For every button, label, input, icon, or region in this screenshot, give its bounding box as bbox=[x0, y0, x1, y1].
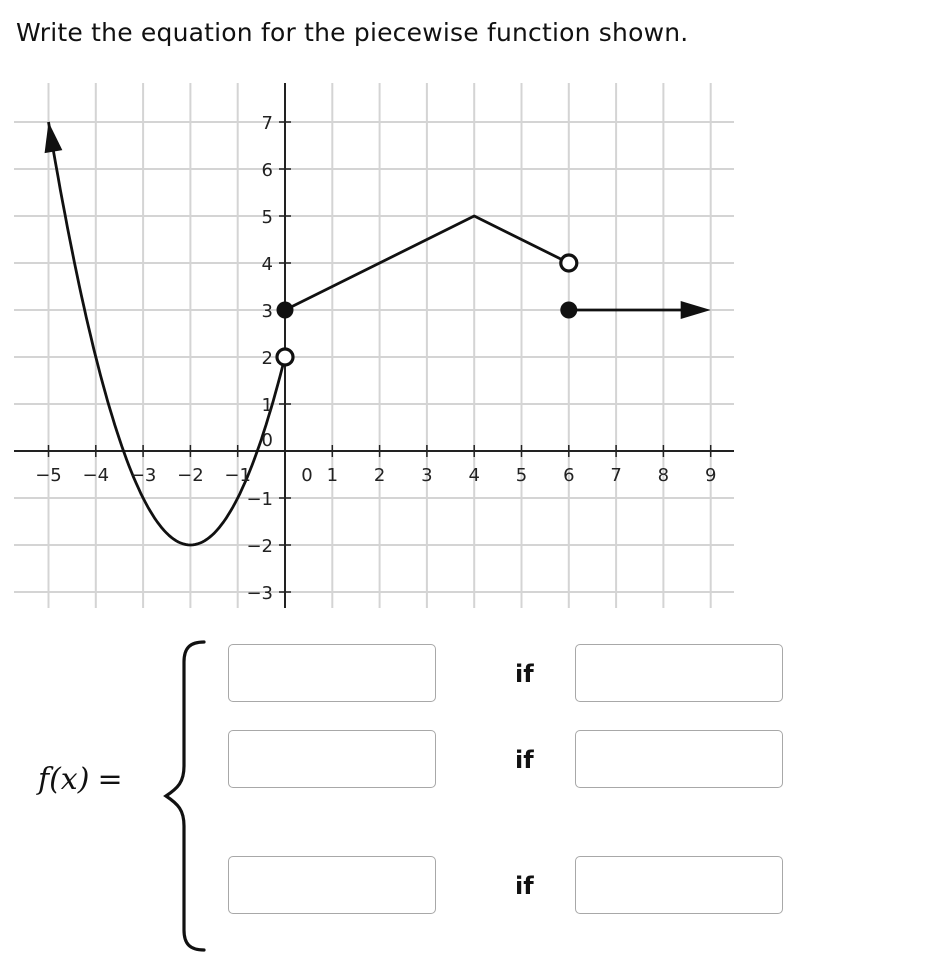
function-name: f(x) bbox=[38, 762, 90, 797]
y-tick-label: 3 bbox=[261, 301, 273, 322]
x-tick-label: 9 bbox=[704, 465, 717, 486]
function-label bbox=[38, 762, 123, 797]
left-brace bbox=[160, 638, 210, 954]
x-tick-label: −2 bbox=[177, 465, 204, 486]
closed-dot-6-3 bbox=[560, 302, 577, 319]
x-tick-label-zero: 0 bbox=[301, 465, 313, 486]
condition-input-1[interactable] bbox=[575, 644, 783, 702]
condition-input-2[interactable] bbox=[575, 730, 783, 788]
tick-labels bbox=[35, 113, 716, 604]
if-label-1: if bbox=[515, 660, 534, 688]
y-tick-label: −3 bbox=[246, 583, 273, 604]
x-tick-label: 5 bbox=[515, 465, 528, 486]
open-dot-0-2 bbox=[277, 349, 293, 365]
x-tick-label: −3 bbox=[129, 465, 157, 486]
x-tick-label: −5 bbox=[35, 465, 62, 486]
parabola-arrow bbox=[45, 122, 63, 153]
y-tick-label: −2 bbox=[246, 536, 273, 557]
open-dot-6-4 bbox=[561, 255, 577, 271]
x-tick-label: 3 bbox=[421, 465, 433, 486]
x-tick-label: −4 bbox=[82, 465, 110, 486]
y-tick-label: 4 bbox=[261, 254, 273, 275]
if-label-3: if bbox=[515, 872, 534, 900]
grid bbox=[14, 83, 734, 608]
x-tick-label: 8 bbox=[657, 465, 670, 486]
y-tick-label: 7 bbox=[261, 113, 273, 134]
y-tick-label: 1 bbox=[261, 395, 273, 416]
expression-input-3[interactable] bbox=[228, 856, 436, 914]
y-tick-label-zero: 0 bbox=[261, 430, 273, 451]
equals-sign: = bbox=[97, 762, 123, 797]
x-tick-label: 2 bbox=[373, 465, 386, 486]
y-tick-label: 5 bbox=[261, 207, 273, 228]
x-tick-label: 4 bbox=[468, 465, 480, 486]
x-tick-label: 6 bbox=[563, 465, 575, 486]
axes bbox=[14, 83, 734, 608]
x-tick-label: −1 bbox=[224, 465, 251, 486]
if-label-2: if bbox=[515, 746, 534, 774]
question-prompt: Write the equation for the piecewise function shown. bbox=[16, 18, 689, 47]
y-tick-label: 6 bbox=[261, 160, 273, 181]
ray-arrow bbox=[681, 301, 711, 319]
y-tick-label: 2 bbox=[261, 348, 273, 369]
closed-dot-0-3 bbox=[277, 302, 294, 319]
y-tick-label: −1 bbox=[246, 489, 273, 510]
expression-input-1[interactable] bbox=[228, 644, 436, 702]
x-tick-label: 1 bbox=[326, 465, 339, 486]
x-tick-label: 7 bbox=[610, 465, 622, 486]
expression-input-2[interactable] bbox=[228, 730, 436, 788]
condition-input-3[interactable] bbox=[575, 856, 783, 914]
